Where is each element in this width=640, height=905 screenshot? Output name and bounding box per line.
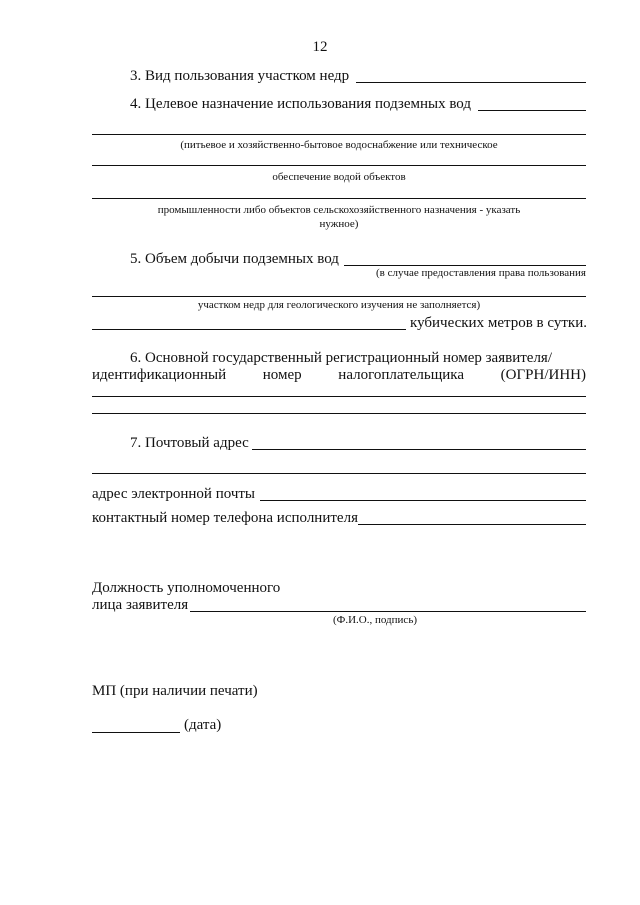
item6-line-2: идентификационный номер налогоплательщика (ОГРН/ИНН) [92, 367, 586, 383]
date-line[interactable] [92, 732, 180, 733]
phone-line[interactable] [358, 524, 586, 525]
item5-hint-2: участком недр для геологического изучения не заполняется) [197, 299, 481, 311]
signatory-position-1: Должность уполномоченного [92, 580, 281, 596]
phone-label: контактный номер телефона исполнителя [92, 510, 358, 526]
postal-address-line[interactable] [252, 449, 586, 450]
item5-unit: кубических метров в сутки. [410, 315, 587, 331]
item4-hint-3a: промышленности либо объектов сельскохозяйственного назначения - указать [157, 204, 521, 216]
stamp-label: МП (при наличии печати) [92, 683, 258, 699]
item5-label: 5. Объем добычи подземных вод [130, 251, 339, 267]
item4-label: 4. Целевое назначение использования подземных вод [130, 96, 472, 112]
item3-fill-line[interactable] [356, 82, 586, 83]
item4-fill-line[interactable] [478, 110, 586, 111]
signatory-position-2: лица заявителя [92, 597, 189, 613]
item5-fill-line-2[interactable] [92, 296, 586, 297]
postal-address-line-2[interactable] [92, 473, 586, 474]
item6-line-1: 6. Основной государственный регистрационный номер заявителя/ [130, 350, 552, 366]
signature-line[interactable] [190, 611, 586, 612]
item4-fill-line-3[interactable] [92, 165, 586, 166]
item3-label: 3. Вид пользования участком недр [130, 68, 350, 84]
item4-hint-3b: нужное) [319, 218, 359, 230]
item4-hint-2: обеспечение водой объектов [272, 171, 406, 183]
item4-hint-1: (питьевое и хозяйственно-бытовое водоснабжение или техническое [180, 139, 498, 151]
item6-fill-line-1[interactable] [92, 396, 586, 397]
signature-hint: (Ф.И.О., подпись) [333, 614, 417, 626]
date-label: (дата) [184, 717, 222, 733]
item7-label: 7. Почтовый адрес [130, 435, 249, 451]
page-number: 12 [312, 39, 328, 55]
item4-fill-line-4[interactable] [92, 198, 586, 199]
email-line[interactable] [260, 500, 586, 501]
item4-fill-line-2[interactable] [92, 134, 586, 135]
email-label: адрес электронной почты [92, 486, 256, 502]
item5-hint-1: (в случае предоставления права пользования [376, 267, 586, 279]
item5-volume-line[interactable] [92, 329, 406, 330]
item6-fill-line-2[interactable] [92, 413, 586, 414]
